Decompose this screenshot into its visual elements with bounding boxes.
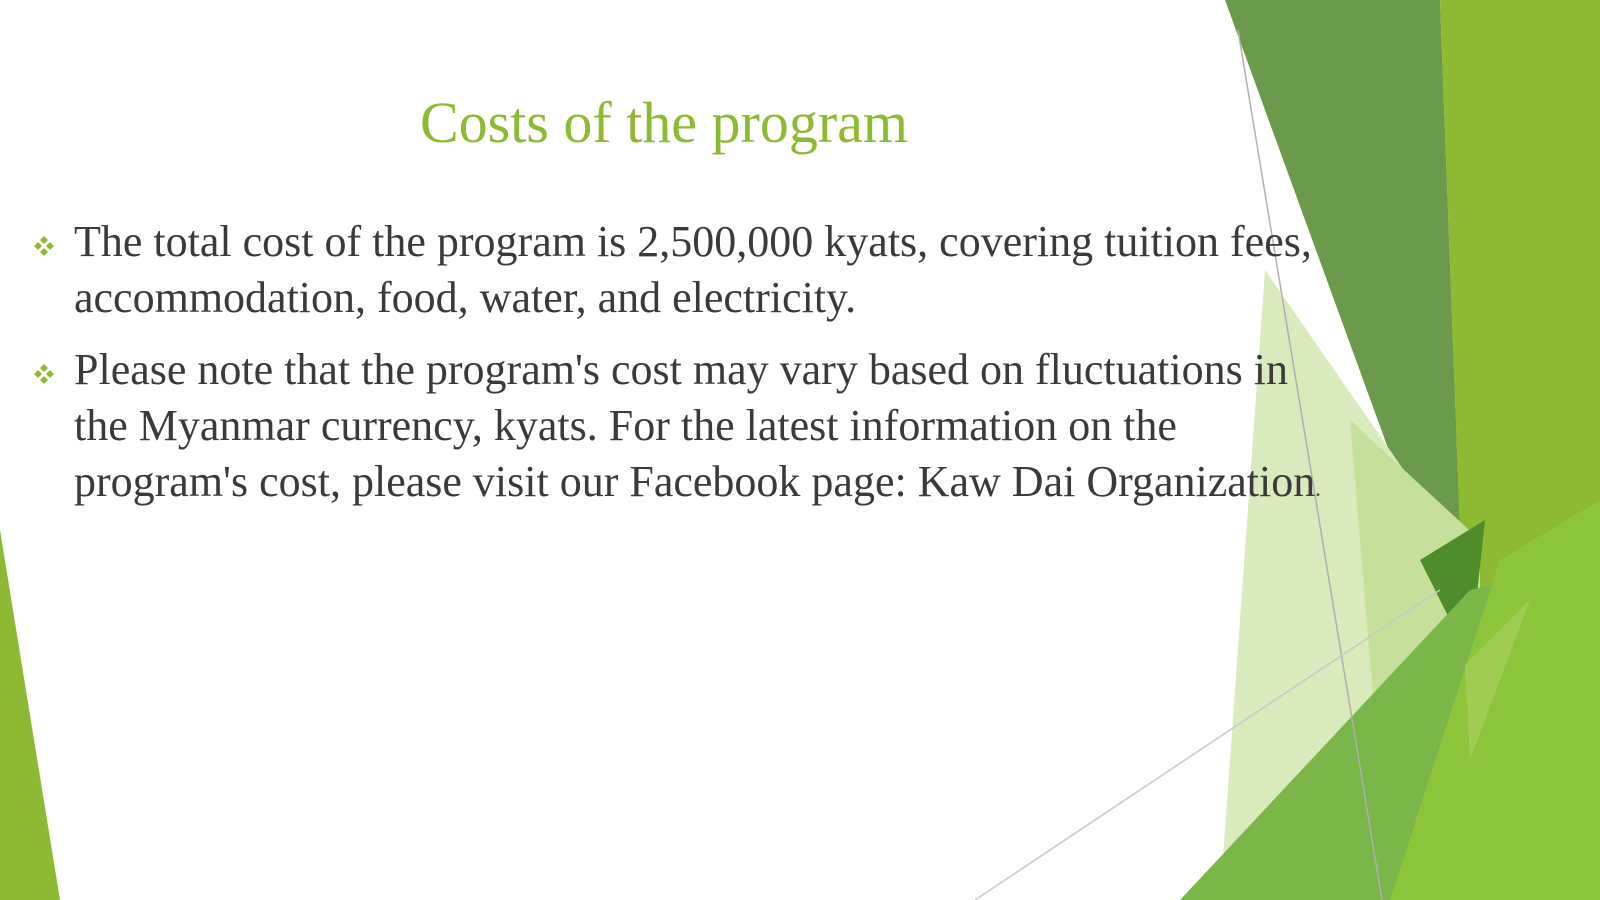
bullet-text: Please note that the program's cost may vary based on fluctuations in the Myanmar currency, kyats. For the latest information on the program's cost, please visit our Facebook page: Kaw Dai Organization (74, 345, 1316, 506)
bullet-item-cost-note (30, 342, 1340, 517)
bullet-list (30, 214, 1340, 533)
left-green-sliver (0, 530, 60, 900)
four-diamond-icon (32, 234, 56, 258)
slide-title: Costs of the program (419, 90, 909, 155)
bullet-trailing-period: . (1315, 476, 1321, 501)
bullet-text: The total cost of the program is 2,500,000 kyats, covering tuition fees, accommodation, food, water, and electricity. (74, 217, 1312, 322)
bullet-item-total-cost (30, 214, 1340, 326)
four-diamond-icon (32, 362, 56, 386)
